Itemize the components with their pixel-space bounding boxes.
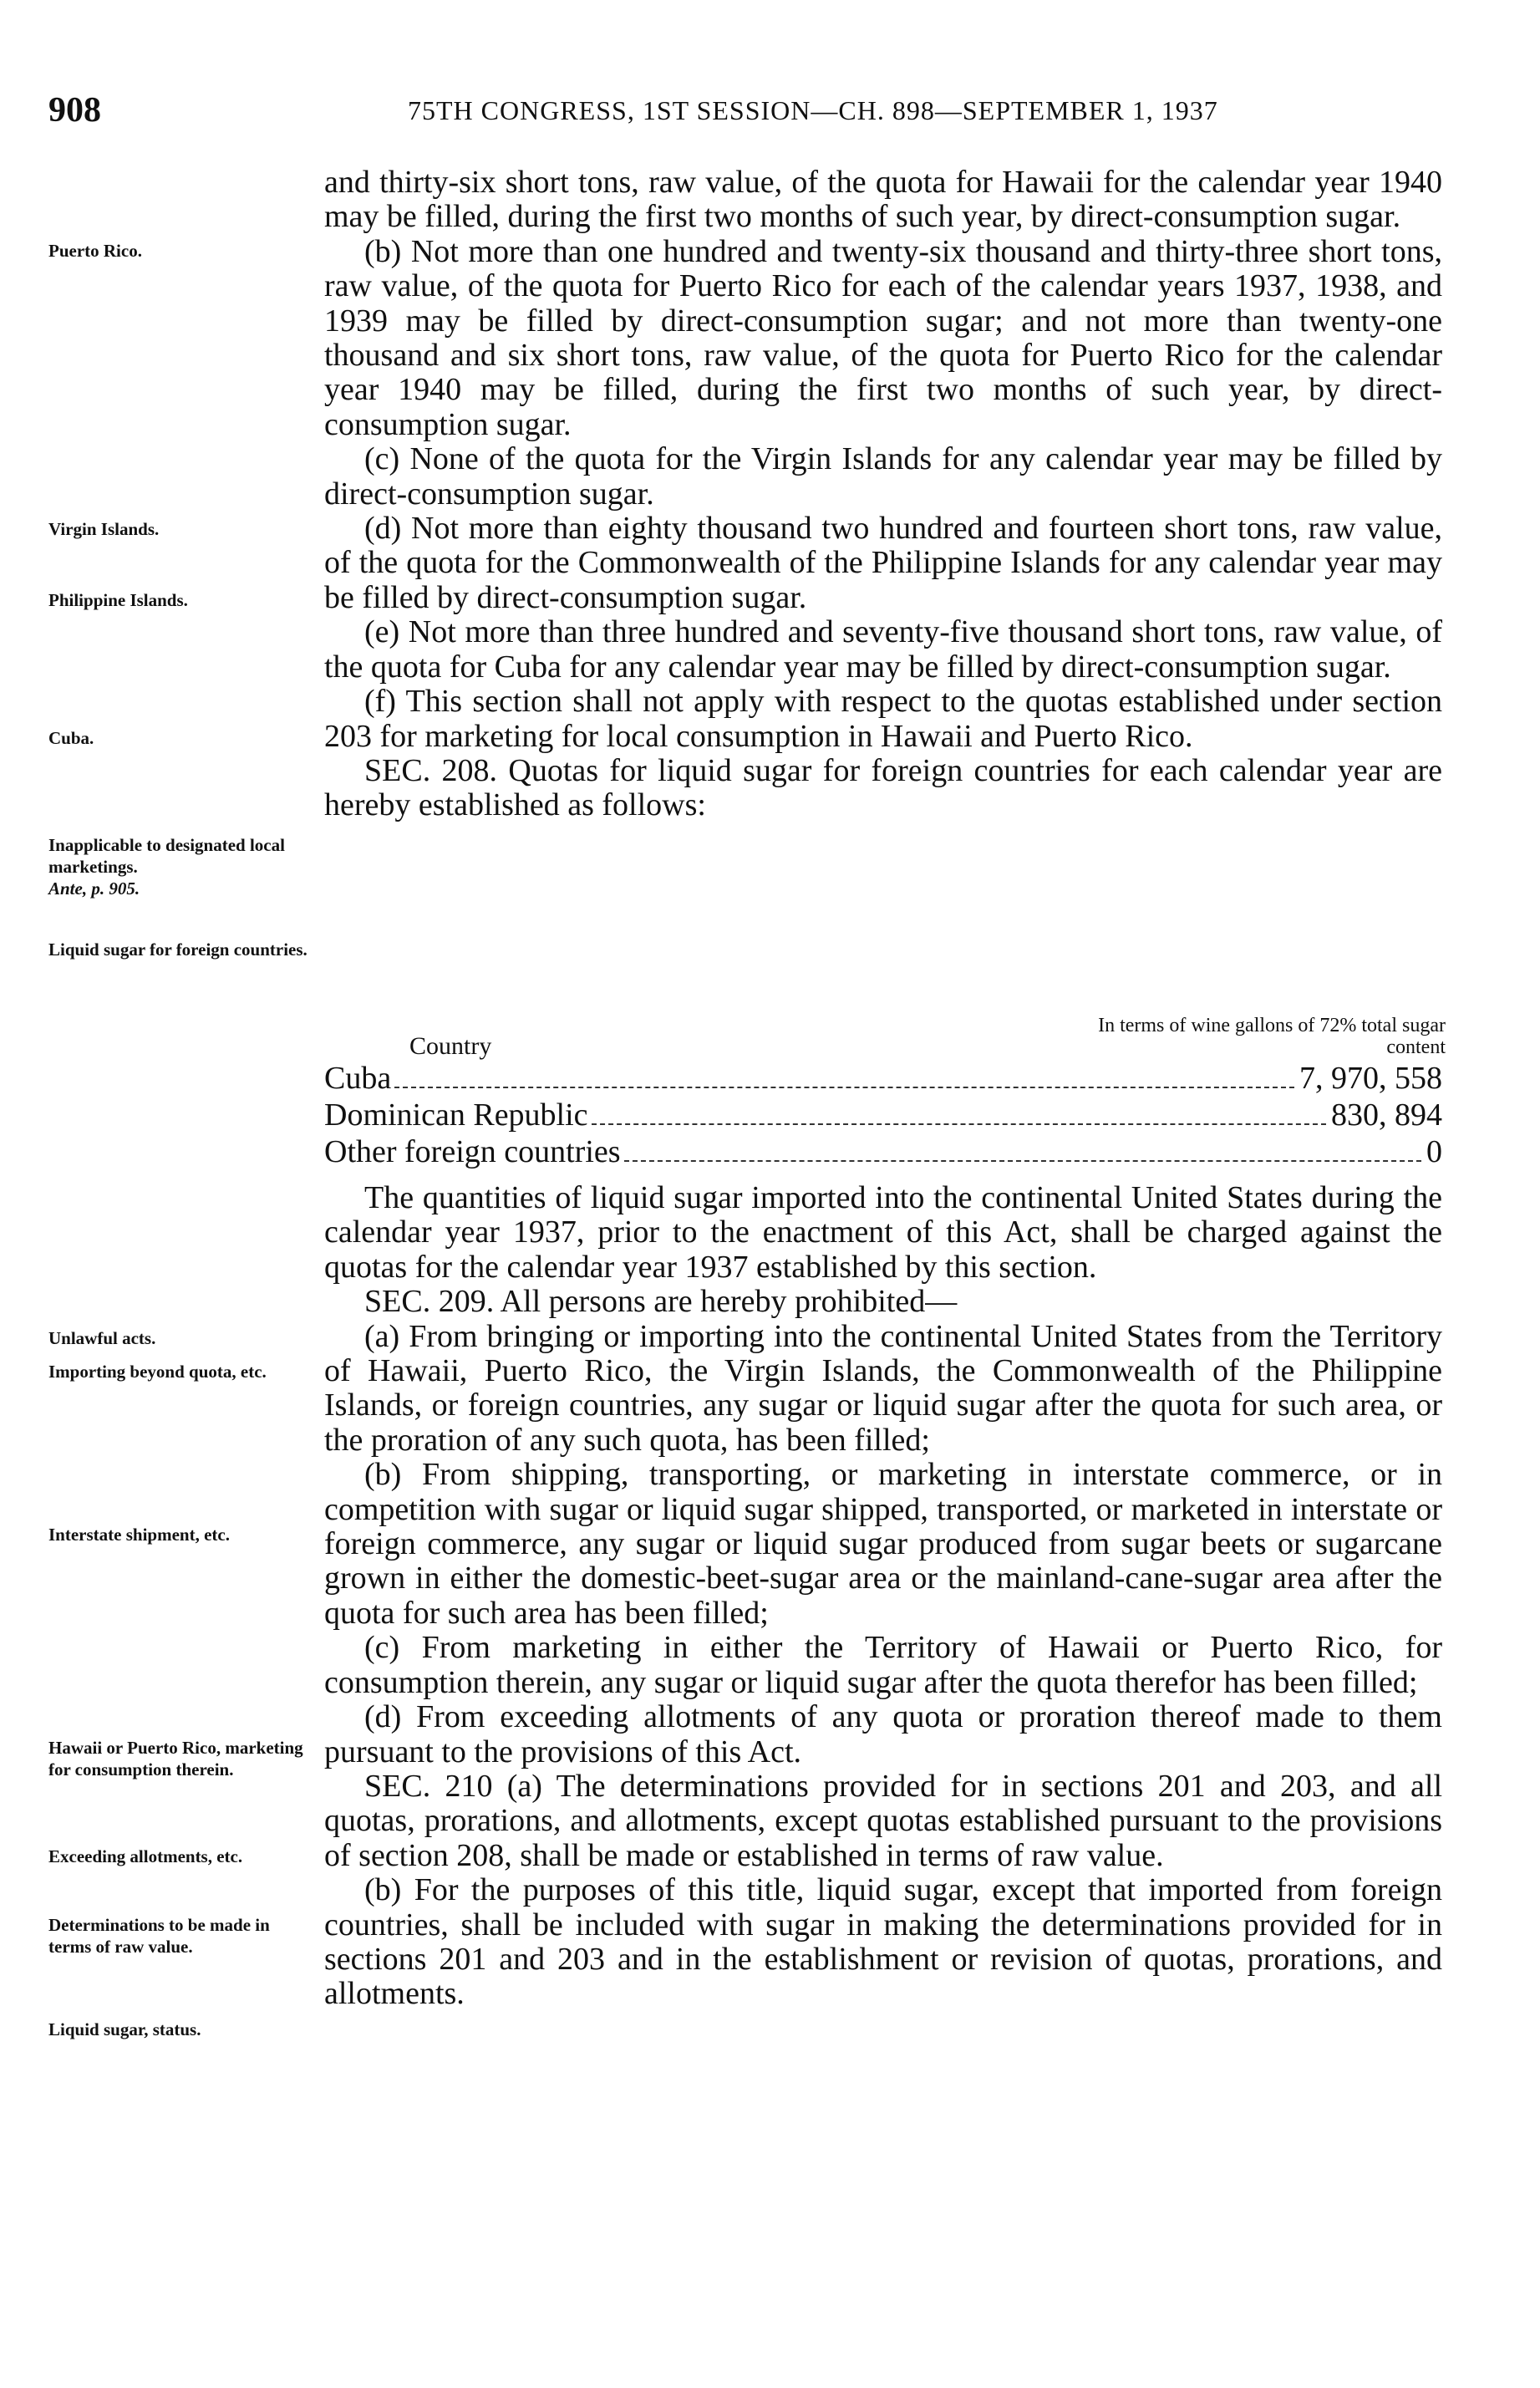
table-row [324,1060,1442,1097]
paragraph-e: (e) Not more than three hundred and seventy-five thousand short tons, raw value, of the quota for Cuba for any calendar year may be filled by direct-consumption sugar. [324,614,1442,685]
paragraph-f: (f) This section shall not apply with respect to the quotas established under section 203 for marketing for local consumption in Hawaii and Puerto Rico. [324,684,1442,754]
margin-note-philippine-islands: Philippine Islands. [48,590,188,610]
margin-note-inapplicable-text: Inapplicable to designated local marketings. [48,835,285,877]
body-text-upper [324,165,1442,823]
table-row [324,1133,1442,1170]
leader-dots [624,1160,1421,1162]
margin-note-liquid-status: Liquid sugar, status. [48,2019,201,2039]
table-cell-value: 0 [1426,1134,1442,1169]
margin-note-liquid-sugar: Liquid sugar for foreign countries. [48,939,307,960]
paragraph-b: (b) Not more than one hundred and twenty-six thousand and thirty-three short tons, raw value, of the quota for Puerto Rico for each of the calendar years 1937, 1938, and 1939 may be filled by direct-consumption sugar; and not more than twenty-one thousand and six short tons, raw value, of the quota for Puerto Rico for the calendar year 1940 may be filled, during the first two months of such year, by direct-consumption sugar. [324,233,1442,442]
table-cell-value: 7, 970, 558 [1299,1061,1442,1096]
margin-note-virgin-islands: Virgin Islands. [48,519,160,539]
paragraph-209-b: (b) From shipping, transporting, or marketing in interstate commerce, or in competition with sugar or liquid sugar shipped, transported, or marketed in interstate or foreign commerce, any sugar or liquid sugar produced from sugar beets or sugarcane grown in either the domestic-beet-sugar area or the mainland-cane-sugar area after the quota for such area has been filled; [324,1457,1442,1631]
paragraph-209-a: (a) From bringing or importing into the continental United States from the Territory of Hawaii, Puerto Rico, the Virgin Islands, the Commonwealth of the Philippine Islands, or foreign countries, any sugar or liquid sugar after the quota for such area, or the proration of any such quota, has been filled; [324,1318,1442,1458]
table-cell-country: Dominican Republic [324,1097,588,1133]
paragraph-sec-210-a: SEC. 210 (a) The determinations provided for in sections 201 and 203, and all quotas, prorations, and allotments, except quotas established pursuant to the provisions of section 208, shall be made or established in terms of raw value. [324,1768,1442,1873]
table-cell-value: 830, 894 [1331,1097,1442,1133]
body-text-lower [324,1181,1442,2012]
table-cell-country: Other foreign countries [324,1134,621,1169]
paragraph-210-b: (b) For the purposes of this title, liquid sugar, except that imported from foreign countries, shall be included with sugar in making the determinations provided for in sections 201 and 203 and in the establishment or revision of quotas, prorations, and allotments. [324,1872,1442,2012]
running-head: 75TH CONGRESS, 1ST SESSION—CH. 898—SEPTEMBER 1, 1937 [408,95,1218,125]
table-cell-country: Cuba [324,1061,392,1096]
page-number: 908 [48,91,101,130]
margin-note-unlawful-acts: Unlawful acts. [48,1328,156,1348]
margin-note-determinations: Determinations to be made in terms of raw value. [48,1915,270,1957]
paragraph-sec-208: SEC. 208. Quotas for liquid sugar for foreign countries for each calendar year are hereby established as follows: [324,752,1442,823]
margin-note-cross-reference: Ante, p. 905. [48,878,140,899]
leader-dots [592,1123,1326,1125]
page-header [48,90,1494,132]
table-header-country: Country [409,1032,492,1060]
table-row [324,1097,1442,1133]
paragraph-209-c: (c) From marketing in either the Territory of Hawaii or Puerto Rico, for consumption therein, any sugar or liquid sugar after the quota therefor has been filled; [324,1630,1442,1700]
margin-note-importing: Importing beyond quota, etc. [48,1362,267,1382]
margin-note-hawaii-puerto-rico: Hawaii or Puerto Rico, marketing for consumption therein. [48,1738,303,1780]
margin-note-interstate: Interstate shipment, etc. [48,1525,230,1545]
margin-note-puerto-rico: Puerto Rico. [48,241,142,261]
margin-note-inapplicable [48,834,314,899]
leader-dots [394,1087,1294,1088]
paragraph-d: (d) Not more than eighty thousand two hundred and fourteen short tons, raw value, of the quota for the Commonwealth of the Philippine Islands for any calendar year may be filled by direct-consumption sugar. [324,511,1442,615]
paragraph-after-table: The quantities of liquid sugar imported into the continental United States during the calendar year 1937, prior to the enactment of this Act, shall be charged against the quotas for the calendar year 1937 established by this section. [324,1180,1442,1285]
paragraph-sec-209: SEC. 209. All persons are hereby prohibited— [364,1284,958,1320]
margin-note-cuba: Cuba. [48,728,94,748]
paragraph-c: (c) None of the quota for the Virgin Islands for any calendar year may be filled by direct-consumption sugar. [324,441,1442,512]
table-header-unit: In terms of wine gallons of 72% total sugar content [1098,1015,1446,1058]
margin-note-exceeding: Exceeding allotments, etc. [48,1846,243,1866]
paragraph-hawaii-continued: and thirty-six short tons, raw value, of the quota for Hawaii for the calendar year 1940 may be filled, during the first two months of such year, by direct-consumption sugar. [324,165,1442,235]
liquid-sugar-quota-table [324,1060,1442,1170]
paragraph-209-d: (d) From exceeding allotments of any quota or proration thereof made to them pursuant to the provisions of this Act. [324,1699,1442,1769]
